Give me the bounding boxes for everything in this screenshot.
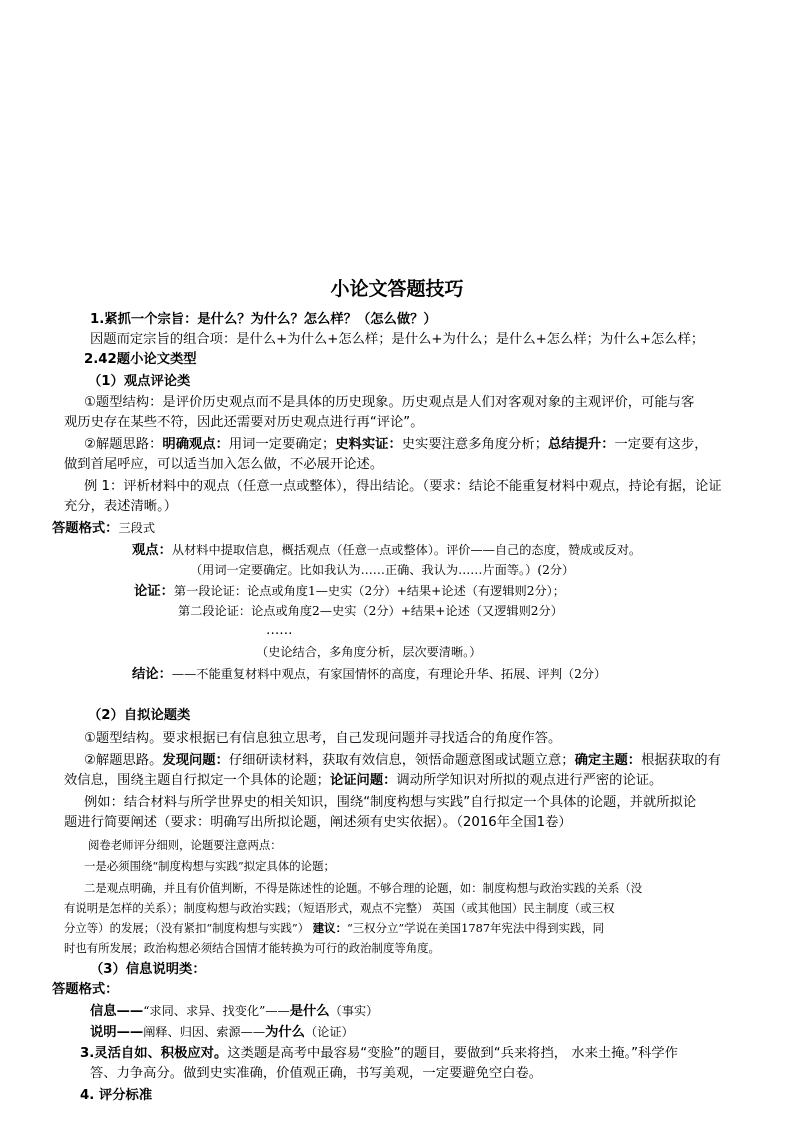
sub1-p3-line1: 例 1：评析材料中的观点（任意一点或整体），得出结论。（要求：结论不能重复材料中观点，持论有据，论证	[84, 479, 722, 494]
section-3-text-a: 这类题是高考中最容易“变脸”的题目，要做到“兵来将挡， 水来土掩。”科学作	[227, 1046, 678, 1061]
sub1-p1-line1: ①题型结构：是评价历史观点而不是具体的历史现象。历史观点是人们对客观对象的主观评价，可能与客	[84, 395, 695, 410]
grading-intro: 阅卷老师评分细则，论题要注意两点：	[88, 838, 282, 852]
sub2-p2-text2: 根据获取的有	[641, 753, 721, 768]
argument-label: 论证：	[134, 584, 174, 599]
explain-bold: 为什么	[265, 1025, 305, 1040]
sub1-p2-line2: 做到首尾呼应，可以适当加入怎么做，不必展开论述。	[64, 457, 384, 472]
sub2-p2-key1: 发现问题：	[162, 753, 229, 768]
info-row	[90, 1001, 378, 1022]
grading-rule-2-line2: 有说明是怎样的关系）；制度构想与政治实践；（短语形式，观点不完整） 英国（或其他国）民主制度（或三权	[64, 901, 615, 915]
grading-rule-2-line3	[64, 918, 604, 938]
grading-rule-2-text-a: 分立等）的发展；（没有紧扣“制度构想与实践”）	[64, 921, 313, 935]
viewpoint-text: 从材料中提取信息，概括观点（任意一点或整体）。评价——自己的态度，赞成或反对。	[171, 543, 642, 557]
sub2-p2-text3: 效信息，围绕主题自行拟定一个具体的论题；	[64, 773, 330, 788]
suggestion-label: 建议：	[312, 921, 347, 935]
info-text: “求同、求异、找变化”——	[143, 1004, 290, 1018]
argument-note: （史论结合，多角度分析，层次要清晰。）	[256, 645, 482, 659]
sub2-p2-text1: 仔细研读材料，获取有效信息，领悟命题意图或试题立意；	[228, 753, 575, 768]
grading-rule-2-line1: 二是观点明确，并且有价值判断，不得是陈述性的论题。不够合理的论题，如：制度构想与政治实践的关系（没	[84, 881, 643, 895]
info-label: 信息——	[90, 1004, 144, 1019]
sub1-heading: （1）观点评论类	[88, 374, 191, 389]
sub2-p3-line1: 例如：结合材料与所学世界史的相关知识，围绕“制度构想与实践”自行拟定一个具体的论题，并就所拟论	[84, 795, 697, 810]
viewpoint-label: 观点：	[132, 543, 172, 558]
section-1-text: 因题而定宗旨的组合项：是什么+为什么+怎么样；是什么+为什么；是什么+怎么样；为什么+怎么样；	[90, 332, 705, 347]
grading-rule-2-text-b: “三权分立”学说在美国1787年宪法中得到实践，同	[346, 921, 605, 935]
sub1-p1-line2: 观历史存在某些不符，因此还需要对历史观点进行再“评论”。	[64, 415, 424, 430]
sub2-p2-line2	[64, 771, 662, 791]
sub1-p2-text2: 史实要注意多角度分析；	[401, 437, 549, 452]
sub2-heading: （2）自拟论题类	[88, 708, 191, 723]
sub1-p3-line2: 充分，表述清晰。）	[64, 499, 178, 514]
section-3-line2: 答、力争高分。做到史实准确，价值观正确，书写美观，一定要避免空白卷。	[90, 1066, 543, 1081]
grading-rule-1: 一是必须围绕“制度构想与实践”拟定具体的论题；	[84, 859, 335, 873]
info-bold: 是什么	[289, 1004, 330, 1019]
sub3-answer-format: 答题格式：	[52, 982, 119, 997]
sub1-p2-text3: 一定要有这步，	[614, 437, 708, 452]
sub1-p2-text1: 用词一定要确定；	[228, 437, 336, 452]
argument-ellipsis: ……	[266, 623, 293, 638]
section-1-heading: 1.紧抓一个宗旨：是什么？为什么？怎么样？（怎么做？）	[90, 312, 437, 327]
sub1-p2-key2: 史料实证：	[335, 437, 402, 452]
explain-text: 阐释、归因、索源——	[143, 1025, 266, 1039]
sub1-answer-format	[52, 518, 155, 539]
explain-label: 说明——	[90, 1025, 144, 1040]
page-title: 小论文答题技巧	[330, 278, 464, 300]
info-note: （事实）	[329, 1004, 379, 1018]
sub2-p2-prefix: ②解题思路。	[84, 753, 163, 768]
answer-format-value: 三段式	[118, 521, 156, 535]
conclusion-row	[132, 664, 606, 685]
section-3-heading: 3.灵活自如、积极应对。	[80, 1046, 228, 1061]
sub2-p2-line1	[84, 751, 721, 771]
viewpoint-row	[132, 540, 641, 561]
explain-row	[90, 1022, 354, 1043]
conclusion-label: 结论：	[132, 667, 172, 682]
section-3-line1	[80, 1044, 678, 1064]
argument-line-1: 第一段论证：论点或角度1—史实（2分）+结果+论述（有逻辑则2分）；	[173, 584, 565, 598]
grading-rule-2-line4: 时也有所发展；政治构想必须结合国情才能转换为可行的政治制度等角度。	[64, 941, 440, 955]
sub2-p3-line2: 题进行简要阐述（要求：明确写出所拟论题，阐述须有史实依据）。（2016年全国1卷）	[64, 815, 572, 830]
viewpoint-note: （用词一定要确定。比如我认为……正确、我认为……片面等。）(2分）	[190, 563, 575, 577]
sub2-p1: ①题型结构。要求根据已有信息独立思考，自己发现问题并寻找适合的角度作答。	[84, 731, 562, 746]
argument-row-1	[134, 581, 565, 602]
sub1-p2-key1: 明确观点：	[162, 437, 229, 452]
sub2-p2-key3: 论证问题：	[329, 773, 397, 788]
sub1-p2-line1	[84, 435, 708, 455]
sub1-p2-key3: 总结提升：	[548, 437, 615, 452]
sub2-p2-text4: 调动所学知识对所拟的观点进行严密的论证。	[396, 773, 663, 788]
sub2-p2-key2: 确定主题：	[574, 753, 642, 768]
conclusion-text: ——不能重复材料中观点，有家国情怀的高度，有理论升华、拓展、评判（2分）	[171, 667, 607, 681]
sub1-p2-prefix: ②解题思路：	[84, 437, 163, 452]
answer-format-label: 答题格式：	[52, 521, 119, 536]
argument-line-2: 第二段论证：论点或角度2—史实（2分）+结果+论述（又逻辑则2分）	[178, 604, 563, 618]
section-2-heading: 2.42题小论文类型	[84, 352, 197, 367]
explain-note: （论证）	[304, 1025, 354, 1039]
sub3-heading: （3）信息说明类：	[90, 962, 206, 977]
section-4-heading: 4. 评分标准	[80, 1088, 153, 1103]
